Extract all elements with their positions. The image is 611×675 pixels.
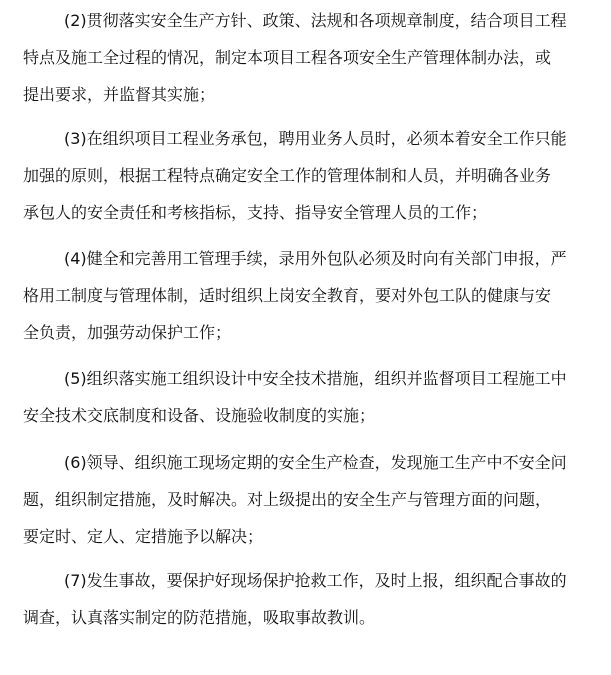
paragraph-line: (6)领导、组织施工现场定期的安全生产检查，发现施工生产中不安全问 bbox=[64, 453, 567, 472]
paragraph-line: 特点及施工全过程的情况，制定本项目工程各项安全生产管理体制办法，或 bbox=[23, 48, 552, 67]
paragraph-line: 全负责，加强劳动保护工作； bbox=[23, 323, 232, 342]
paragraph-line: (3)在组织项目工程业务承包，聘用业务人员时，必须本着安全工作只能 bbox=[64, 129, 567, 148]
paragraph-line: 题，组织制定措施，及时解决。对上级提出的安全生产与管理方面的问题， bbox=[23, 490, 552, 509]
paragraph-line: 格用工制度与管理体制，适时组织上岗安全教育，要对外包工队的健康与安 bbox=[23, 286, 552, 305]
paragraph-line: 承包人的安全责任和考核指标，支持、指导安全管理人员的工作； bbox=[23, 203, 488, 222]
paragraph-line: 安全技术交底制度和设备、设施验收制度的实施； bbox=[23, 406, 376, 425]
paragraph-line: 加强的原则，根据工程特点确定安全工作的管理体制和人员，并明确各业务 bbox=[23, 166, 552, 185]
paragraph-line: (2)贯彻落实安全生产方针、政策、法规和各项规章制度，结合项目工程 bbox=[64, 11, 567, 30]
paragraph-line: 调查，认真落实制定的防范措施，吸取事故教训。 bbox=[23, 608, 376, 627]
paragraph-line: 要定时、定人、定措施予以解决； bbox=[23, 527, 264, 546]
paragraph-line: (4)健全和完善用工管理手续，录用外包队必须及时向有关部门申报，严 bbox=[64, 249, 567, 268]
paragraph-line: 提出要求，并监督其实施； bbox=[23, 85, 216, 104]
paragraph-line: (7)发生事故，要保护好现场保护抢救工作，及时上报，组织配合事故的 bbox=[64, 571, 567, 590]
paragraph-line: (5)组织落实施工组织设计中安全技术措施，组织并监督项目工程施工中 bbox=[64, 369, 567, 388]
